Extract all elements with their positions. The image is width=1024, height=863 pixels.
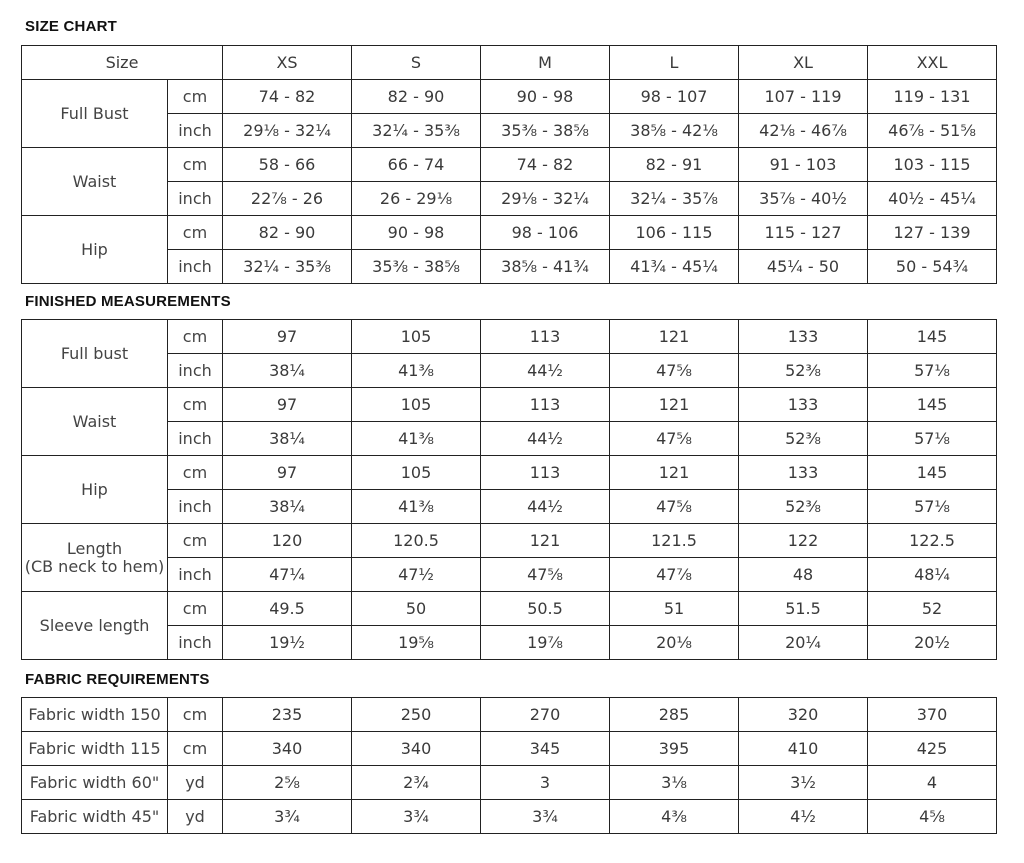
value-cell: 127 - 139	[868, 216, 997, 250]
value-cell: 57⅛	[868, 490, 997, 524]
measurement-row	[22, 354, 997, 388]
value-cell: 3¾	[481, 800, 610, 834]
row-label	[22, 148, 168, 216]
size-chart-table	[21, 45, 997, 284]
value-cell: 2¾	[352, 766, 481, 800]
value-cell: 41⅜	[352, 354, 481, 388]
value-cell: 340	[223, 732, 352, 766]
value-cell: 340	[352, 732, 481, 766]
unit-cell: cm	[168, 732, 223, 766]
value-cell: 3	[481, 766, 610, 800]
value-cell: 235	[223, 698, 352, 732]
value-cell: 44½	[481, 490, 610, 524]
value-cell: 320	[739, 698, 868, 732]
value-cell: 121.5	[610, 524, 739, 558]
value-cell: 4½	[739, 800, 868, 834]
fabric-requirements-title: FABRIC REQUIREMENTS	[25, 671, 210, 688]
value-cell: 145	[868, 456, 997, 490]
value-cell: 82 - 90	[223, 216, 352, 250]
value-cell: 46⅞ - 51⅝	[868, 114, 997, 148]
value-cell: 57⅛	[868, 422, 997, 456]
value-cell: 38¼	[223, 490, 352, 524]
unit-cell: cm	[168, 148, 223, 182]
value-cell: 97	[223, 456, 352, 490]
finished-measurements-title: FINISHED MEASUREMENTS	[25, 293, 231, 310]
row-label: Fabric width 150	[22, 698, 168, 732]
value-cell: 133	[739, 320, 868, 354]
value-cell: 51	[610, 592, 739, 626]
unit-cell: cm	[168, 388, 223, 422]
measurement-row	[22, 148, 997, 182]
value-cell: 44½	[481, 422, 610, 456]
value-cell: 32¼ - 35⅜	[352, 114, 481, 148]
row-label-text: Hip	[81, 239, 108, 259]
value-cell: 50.5	[481, 592, 610, 626]
value-cell: 51.5	[739, 592, 868, 626]
value-cell: 20⅛	[610, 626, 739, 660]
value-cell: 3¾	[223, 800, 352, 834]
unit-cell: inch	[168, 558, 223, 592]
row-label: Fabric width 115	[22, 732, 168, 766]
value-cell: 29⅛ - 32¼	[481, 182, 610, 216]
value-cell: 47⅝	[610, 354, 739, 388]
value-cell: 122.5	[868, 524, 997, 558]
row-label-text: Full Bust	[60, 103, 129, 123]
size-header-row	[22, 46, 997, 80]
value-cell: 90 - 98	[481, 80, 610, 114]
size-chart-title: SIZE CHART	[25, 18, 117, 35]
size-header-cell: M	[481, 46, 610, 80]
value-cell: 120.5	[352, 524, 481, 558]
value-cell: 41⅜	[352, 490, 481, 524]
value-cell: 52⅜	[739, 490, 868, 524]
size-header-cell: XXL	[868, 46, 997, 80]
value-cell: 22⅞ - 26	[223, 182, 352, 216]
value-cell: 58 - 66	[223, 148, 352, 182]
value-cell: 3¾	[352, 800, 481, 834]
value-cell: 52⅜	[739, 422, 868, 456]
unit-cell: cm	[168, 524, 223, 558]
row-label-text: Waist	[72, 171, 117, 191]
value-cell: 145	[868, 320, 997, 354]
unit-cell: inch	[168, 490, 223, 524]
value-cell: 113	[481, 320, 610, 354]
value-cell: 38¼	[223, 354, 352, 388]
size-header-label: Size	[22, 46, 223, 80]
value-cell: 91 - 103	[739, 148, 868, 182]
row-label: Fabric width 60"	[22, 766, 168, 800]
row-sublabel-text: (CB neck to hem)	[24, 556, 165, 576]
value-cell: 47⅝	[610, 490, 739, 524]
fabric-row	[22, 800, 997, 834]
value-cell: 47⅝	[481, 558, 610, 592]
value-cell: 3⅛	[610, 766, 739, 800]
value-cell: 47½	[352, 558, 481, 592]
fabric-row	[22, 732, 997, 766]
unit-cell: inch	[168, 182, 223, 216]
value-cell: 38⅝ - 42⅛	[610, 114, 739, 148]
value-cell: 4	[868, 766, 997, 800]
value-cell: 41⅜	[352, 422, 481, 456]
row-label	[22, 456, 168, 524]
value-cell: 120	[223, 524, 352, 558]
unit-cell: cm	[168, 216, 223, 250]
value-cell: 121	[610, 320, 739, 354]
row-label-text: Hip	[81, 479, 108, 499]
value-cell: 74 - 82	[481, 148, 610, 182]
value-cell: 106 - 115	[610, 216, 739, 250]
value-cell: 82 - 90	[352, 80, 481, 114]
value-cell: 103 - 115	[868, 148, 997, 182]
value-cell: 133	[739, 456, 868, 490]
finished-measurements-table	[21, 319, 997, 660]
value-cell: 98 - 107	[610, 80, 739, 114]
value-cell: 19½	[223, 626, 352, 660]
value-cell: 250	[352, 698, 481, 732]
value-cell: 50 - 54¾	[868, 250, 997, 284]
value-cell: 74 - 82	[223, 80, 352, 114]
value-cell: 19⅞	[481, 626, 610, 660]
unit-cell: inch	[168, 626, 223, 660]
fabric-row	[22, 698, 997, 732]
value-cell: 47⅞	[610, 558, 739, 592]
unit-cell: yd	[168, 800, 223, 834]
unit-cell: cm	[168, 592, 223, 626]
value-cell: 4⅜	[610, 800, 739, 834]
row-label-text: Full bust	[60, 343, 129, 363]
unit-cell: yd	[168, 766, 223, 800]
measurement-row	[22, 114, 997, 148]
size-header-cell: XL	[739, 46, 868, 80]
value-cell: 57⅛	[868, 354, 997, 388]
value-cell: 52⅜	[739, 354, 868, 388]
value-cell: 38⅝ - 41¾	[481, 250, 610, 284]
unit-cell: inch	[168, 422, 223, 456]
value-cell: 50	[352, 592, 481, 626]
value-cell: 115 - 127	[739, 216, 868, 250]
value-cell: 47⅝	[610, 422, 739, 456]
row-label	[22, 80, 168, 148]
unit-cell: inch	[168, 354, 223, 388]
value-cell: 49.5	[223, 592, 352, 626]
row-label-text: Waist	[72, 411, 117, 431]
value-cell: 26 - 29⅛	[352, 182, 481, 216]
value-cell: 97	[223, 320, 352, 354]
value-cell: 40½ - 45¼	[868, 182, 997, 216]
measurement-row	[22, 456, 997, 490]
value-cell: 121	[610, 388, 739, 422]
unit-cell: cm	[168, 456, 223, 490]
measurement-row	[22, 216, 997, 250]
measurement-row	[22, 524, 997, 558]
row-label-text: Length	[66, 538, 123, 558]
row-label: Fabric width 45"	[22, 800, 168, 834]
value-cell: 42⅛ - 46⅞	[739, 114, 868, 148]
measurement-row	[22, 80, 997, 114]
value-cell: 105	[352, 388, 481, 422]
measurement-row	[22, 626, 997, 660]
measurement-row	[22, 182, 997, 216]
measurement-row	[22, 250, 997, 284]
fabric-row	[22, 766, 997, 800]
measurement-row	[22, 592, 997, 626]
value-cell: 98 - 106	[481, 216, 610, 250]
fabric-requirements-table	[21, 697, 997, 834]
row-label	[22, 320, 168, 388]
value-cell: 44½	[481, 354, 610, 388]
unit-cell: inch	[168, 250, 223, 284]
value-cell: 4⅝	[868, 800, 997, 834]
value-cell: 47¼	[223, 558, 352, 592]
value-cell: 90 - 98	[352, 216, 481, 250]
value-cell: 97	[223, 388, 352, 422]
value-cell: 82 - 91	[610, 148, 739, 182]
value-cell: 121	[481, 524, 610, 558]
unit-cell: cm	[168, 698, 223, 732]
value-cell: 113	[481, 456, 610, 490]
value-cell: 119 - 131	[868, 80, 997, 114]
value-cell: 105	[352, 320, 481, 354]
size-header-cell: XS	[223, 46, 352, 80]
value-cell: 2⅝	[223, 766, 352, 800]
value-cell: 20¼	[739, 626, 868, 660]
measurement-row	[22, 558, 997, 592]
value-cell: 105	[352, 456, 481, 490]
value-cell: 285	[610, 698, 739, 732]
value-cell: 3½	[739, 766, 868, 800]
value-cell: 20½	[868, 626, 997, 660]
value-cell: 113	[481, 388, 610, 422]
measurement-row	[22, 388, 997, 422]
value-cell: 66 - 74	[352, 148, 481, 182]
unit-cell: cm	[168, 320, 223, 354]
value-cell: 370	[868, 698, 997, 732]
value-cell: 52	[868, 592, 997, 626]
unit-cell: inch	[168, 114, 223, 148]
value-cell: 38¼	[223, 422, 352, 456]
value-cell: 121	[610, 456, 739, 490]
value-cell: 45¼ - 50	[739, 250, 868, 284]
value-cell: 35⅜ - 38⅝	[352, 250, 481, 284]
size-header-cell: L	[610, 46, 739, 80]
unit-cell: cm	[168, 80, 223, 114]
value-cell: 19⅝	[352, 626, 481, 660]
value-cell: 425	[868, 732, 997, 766]
value-cell: 29⅛ - 32¼	[223, 114, 352, 148]
value-cell: 48¼	[868, 558, 997, 592]
value-cell: 133	[739, 388, 868, 422]
measurement-row	[22, 422, 997, 456]
row-label	[22, 524, 168, 592]
value-cell: 410	[739, 732, 868, 766]
size-header-cell: S	[352, 46, 481, 80]
value-cell: 35⅜ - 38⅝	[481, 114, 610, 148]
measurement-row	[22, 490, 997, 524]
value-cell: 48	[739, 558, 868, 592]
value-cell: 41¾ - 45¼	[610, 250, 739, 284]
row-label	[22, 216, 168, 284]
value-cell: 395	[610, 732, 739, 766]
row-label	[22, 388, 168, 456]
value-cell: 32¼ - 35⅞	[610, 182, 739, 216]
value-cell: 145	[868, 388, 997, 422]
row-label-text: Sleeve length	[39, 615, 150, 635]
row-label	[22, 592, 168, 660]
value-cell: 32¼ - 35⅜	[223, 250, 352, 284]
value-cell: 35⅞ - 40½	[739, 182, 868, 216]
value-cell: 270	[481, 698, 610, 732]
measurement-row	[22, 320, 997, 354]
value-cell: 107 - 119	[739, 80, 868, 114]
value-cell: 345	[481, 732, 610, 766]
value-cell: 122	[739, 524, 868, 558]
